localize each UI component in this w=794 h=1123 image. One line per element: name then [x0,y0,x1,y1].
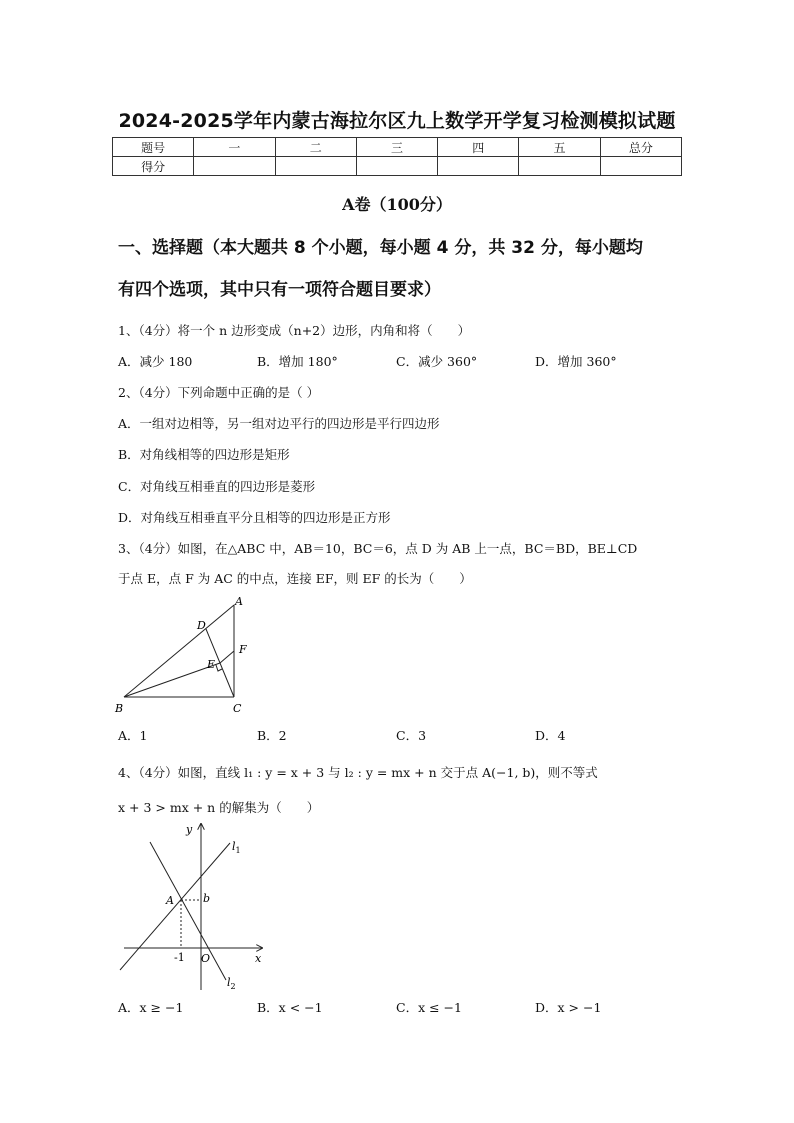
q4-lines-figure [112,818,272,993]
label-x: x [255,952,262,965]
q1-stem: 1、（4分）将一个 n 边形变成（n+2）边形，内角和将（ ） [118,323,471,338]
label-e: E [207,658,216,671]
label-d: D [197,619,206,632]
segment-ef [220,651,234,663]
segment-be [124,663,220,697]
score-cell [600,157,681,176]
exam-title: 2024-2025学年内蒙古海拉尔区九上数学开学复习检测模拟试题 [118,110,676,132]
score-header-cell: 五 [519,138,600,157]
part1-heading-line2: 有四个选项，其中只有一项符合题目要求） [118,280,441,300]
score-table [112,137,682,176]
q1-option-d[interactable]: D．增加 360° [535,354,617,369]
part1-heading-line1: 一、选择题（本大题共 8 个小题，每小题 4 分，共 32 分，每小题均 [118,238,643,258]
q1-option-b[interactable]: B．增加 180° [257,354,338,369]
score-header-cell: 题号 [113,138,194,157]
q4-option-a[interactable]: A．x ≥ −1 [118,1000,184,1015]
label-c: C [233,702,242,715]
line-l2 [150,842,226,980]
q4-stem-line2: x + 3 > mx + n 的解集为（ ） [118,800,320,815]
label-neg-one: -1 [174,951,185,964]
q2-option-c[interactable]: C．对角线互相垂直的四边形是菱形 [118,479,316,494]
label-b-value: b [203,892,211,905]
q1-option-a[interactable]: A．减少 180 [118,354,193,369]
q2-option-b[interactable]: B．对角线相等的四边形是矩形 [118,447,290,462]
score-cell [275,157,356,176]
score-header-cell: 四 [438,138,519,157]
score-header-cell: 三 [356,138,437,157]
score-cell [438,157,519,176]
q1-option-c[interactable]: C．减少 360° [396,354,478,369]
score-header-cell: 一 [194,138,275,157]
q4-option-b[interactable]: B．x < −1 [257,1000,323,1015]
q4-option-d[interactable]: D．x > −1 [535,1000,602,1015]
q3-stem-line2: 于点 E，点 F 为 AC 的中点，连接 EF，则 EF 的长为（ ） [118,571,472,586]
score-table-score-row [113,157,682,176]
label-l1: $l_1$ [232,840,241,855]
label-o: O [201,952,211,965]
q4-option-c[interactable]: C．x ≤ −1 [396,1000,462,1015]
q3-stem-line1: 3、（4分）如图，在△ABC 中，AB＝10，BC＝6，点 D 为 AB 上一点，BC＝BD，BE⊥CD [118,541,638,556]
section-a-heading: A卷（100分） [342,195,452,214]
q3-option-d[interactable]: D．4 [535,728,566,743]
label-l2: $l_2$ [227,976,236,991]
score-cell [519,157,600,176]
label-a: A [235,595,243,608]
q3-option-b[interactable]: B．2 [257,728,287,743]
score-table-header-row [113,138,682,157]
label-f: F [239,643,247,656]
segment-ab [124,605,234,697]
label-y: y [186,823,193,836]
q2-option-d[interactable]: D．对角线互相垂直平分且相等的四边形是正方形 [118,510,391,525]
q3-option-c[interactable]: C．3 [396,728,427,743]
q3-triangle-figure [112,590,262,720]
label-a-point: A [166,894,174,907]
q2-stem: 2、（4分）下列命题中正确的是（ ） [118,385,320,400]
label-b: B [115,702,124,715]
score-row-label: 得分 [113,157,194,176]
score-header-cell: 二 [275,138,356,157]
q3-option-a[interactable]: A．1 [118,728,148,743]
q2-option-a[interactable]: A．一组对边相等，另一组对边平行的四边形是平行四边形 [118,416,440,431]
score-cell [194,157,275,176]
q4-stem-line1: 4、（4分）如图，直线 l₁ : y = x + 3 与 l₂ : y = mx + n 交于点 A(−1, b)，则不等式 [118,765,598,780]
score-header-cell: 总分 [600,138,681,157]
score-cell [356,157,437,176]
